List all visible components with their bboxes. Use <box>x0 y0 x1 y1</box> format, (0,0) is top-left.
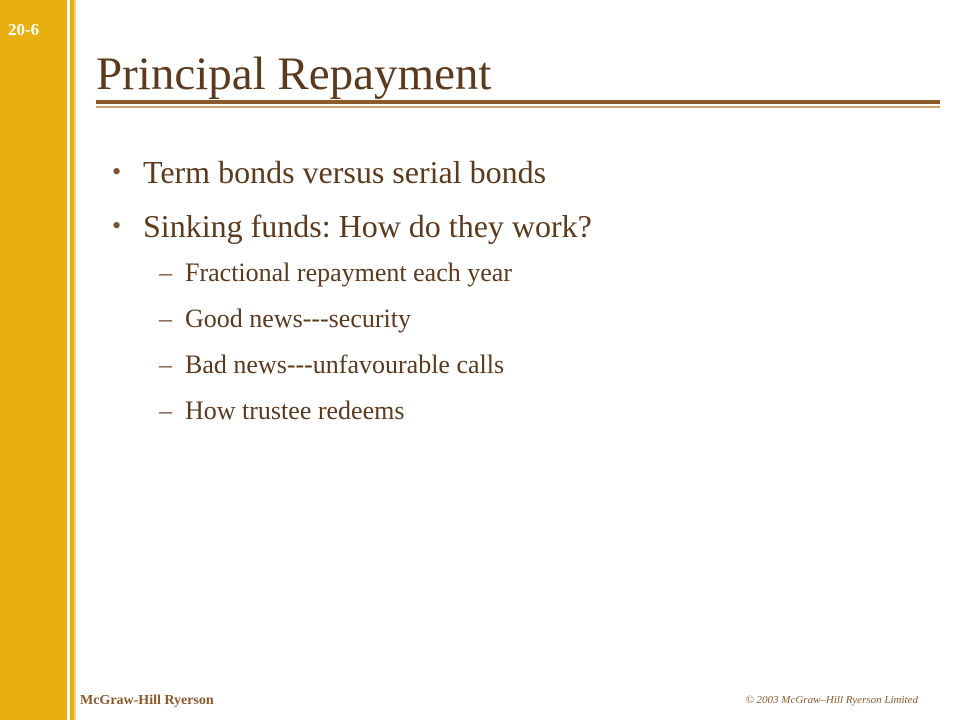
title-underline-thick <box>96 100 940 104</box>
bullet-marker: • <box>112 211 122 240</box>
sub-bullet-marker: – <box>159 258 172 287</box>
sub-bullet-item <box>159 256 919 290</box>
sub-bullet-text: Good news---security <box>185 304 411 333</box>
sub-bullet-marker: – <box>159 304 172 333</box>
slide-number: 20-6 <box>8 20 40 39</box>
sub-bullet-marker: – <box>159 396 172 425</box>
footer-copyright: © 2003 McGraw–Hill Ryerson Limited <box>745 694 918 706</box>
sub-bullet-text: Bad news---unfavourable calls <box>185 350 505 379</box>
sub-bullet-item <box>159 348 919 382</box>
sub-bullet-text: Fractional repayment each year <box>185 258 512 287</box>
slide-title: Principal Repayment <box>96 48 492 100</box>
footer-publisher: McGraw-Hill Ryerson <box>80 693 214 708</box>
sidebar-divider <box>74 0 76 720</box>
bullet-marker: • <box>112 157 122 186</box>
bullet-text: Sinking funds: How do they work? <box>143 208 592 244</box>
sub-bullet-item <box>159 302 919 336</box>
bullet-item <box>112 152 932 192</box>
sub-bullet-text: How trustee redeems <box>185 396 405 425</box>
sub-bullet-list <box>159 256 919 440</box>
bullet-list <box>112 152 932 260</box>
bullet-text: Term bonds versus serial bonds <box>143 154 547 190</box>
sub-bullet-marker: – <box>159 350 172 379</box>
sub-bullet-item <box>159 394 919 428</box>
title-underline <box>96 100 940 108</box>
bullet-item <box>112 206 932 246</box>
sidebar <box>0 0 67 720</box>
title-underline-thin <box>96 106 940 108</box>
